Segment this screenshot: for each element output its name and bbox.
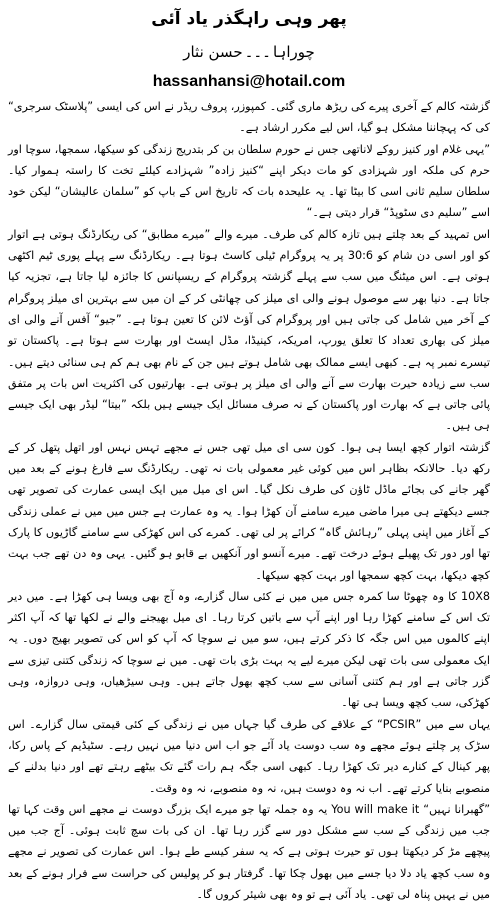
article-paragraph: یہاں سے میں ”PCSIR“ کے علاقے کی طرف گیا جہاں میں نے زندگی کے کئی قیمتی سال گزارے۔ اس سڑک پر چلتے ہوئے مجھے وہ سب دوست یاد آئے جو اب اس دنیا میں نہیں رہے۔ سٹیڈیم کے پاس رکا، پھر کینال کے کنارے دیر تک کھڑا رہا۔ کبھی اسی جگہ ہم رات گئے تک بیٹھے رہتے تھے اور دنیا بدلنے کے منصوبے بنایا کرتے تھے۔ اب نہ وہ دوست ہیں، نہ وہ منصوبے، نہ وہ وقت۔ (8, 717, 490, 795)
column-name: چوراہا (272, 43, 315, 61)
article-body (8, 96, 491, 901)
author-email: hassanhansi@hotail.com (152, 73, 346, 90)
byline (8, 42, 490, 62)
article-paragraph: گزشتہ اتوار کچھ ایسا ہی ہوا۔ کون سی ای میل تھی جس نے مجھے تہس نہس اور اتھل پتھل کر کے رکھ دیا۔ حالانکہ بظاہر اس میں کوئی غیر معمولی بات نہ تھی۔ ریکارڈنگ سے فارغ ہونے کے بعد میں گھر جانے کی بجائے ماڈل ٹاؤن کی طرف نکل گیا۔ اس ای میل میں ایک ایسی عمارت کی تصویر تھی جسے دیکھتے ہی میرا ماضی میرے سامنے آن کھڑا ہوا۔ یہ وہ عمارت ہے جس میں میں نے عملی زندگی کے آغاز میں اپنی پہلی ”رہائش گاہ“ کرائے پر لی تھی۔ کمرے کی اس کھڑکی سے سامنے گاڑیوں کا پارک تھا اور دور تک پھیلے ہوئے درخت تھے۔ میرے آنسو اور آنکھیں بے قابو ہو گئیں۔ یہی وہ دن تھے جب بہت کچھ دیکھا، بہت کچھ سمجھا اور بہت کچھ سیکھا۔ (8, 440, 490, 582)
article-paragraph: ”یہی غلام اور کنیز روکے لاناتھی جس نے حورم سلطان بن کر بتدریج زندگی کو سیکھا، سمجھا، سوچا اور حرم کی ملکہ اور شہزادی کو مات دیکر اپنے “کنیز زادہ” شہزادے کیلئے تخت کا راستہ ہموار کیا۔ سلطان سلیم ثانی اسی کا بیٹا تھا۔ یہ علیحدہ بات کہ تاریخ اس کے باپ کو ”سلمان عالیشان“ لیکن خود اسے ”سلیم دی سٹوپڈ“ قرار دیتی ہے۔“ (8, 142, 490, 220)
byline-separator: ۔۔۔ (244, 43, 271, 61)
author-name: حسن نثار (183, 43, 243, 61)
article-paragraph: ”گھبرانا نہیں“ You will make it یہ وہ جملہ تھا جو میرے ایک بزرگ دوست نے مجھے اس وقت کہا تھا جب میں زندگی کے سب سے مشکل دور سے گزر رہا تھا۔ ان کی بات سچ ثابت ہوئی۔ آج جب میں پیچھے مڑ کر دیکھتا ہوں تو حیرت ہوتی ہے کہ یہ سفر کیسے طے ہوا۔ اس عمارت کی تصویر نے مجھے وہ سب کچھ یاد دلا دیا جسے میں بھول چکا تھا۔ گرفتار ہو کر پولیس کی حراست سے فرار ہونے کے بعد میں نے یہیں پناہ لی تھی۔ یاد آئی ہے تو وہ بھی شیئر کروں گا۔ (8, 802, 491, 901)
article-paragraph: اس تمہید کے بعد چلتے ہیں تازہ کالم کی طرف۔ میرے والے ”میرے مطابق“ کی ریکارڈنگ ہوتی ہے اتوار کو اور اسی دن شام کو 30:6 پر یہ پروگرام ٹیلی کاسٹ ہوتا ہے۔ ریکارڈنگ سے پہلے پوری ٹیم اکٹھی ہوتی ہے۔ اس میٹنگ میں سب سے پہلے گزشتہ پروگرام کے ریسپانس کا جائزہ لیا جاتا ہے، تجزیہ کیا جاتا ہے۔ دنیا بھر سے موصول ہونے والی ای میلز کی چھانٹی کر کے ان میں سے بہترین ای میلز پروگرام کے آخر میں شامل کی جاتی ہیں اور پروگرام کی آؤٹ لائن کا تعین ہوتا ہے۔ ”جیو“ آفس آنے والی ای میلز کی بھاری تعداد کا تعلق یورپ، امریکہ، کینیڈا، مڈل ایسٹ اور بھارت سے ہوتا ہے۔ پاکستان تو تیسرے نمبر پہ ہے۔ کبھی ایسے ممالک بھی شامل ہوتے ہیں جن کے نام بھی ہم کم ہی سنائی دیتے ہیں۔ سب سے زیادہ حیرت بھارت سے آنے والی ای میلز پر ہوتی ہے۔ بھارتیوں کی اکثریت اس بات پر متفق پائی جاتی ہے کہ بھارت اور پاکستان کے نہ صرف مسائل ایک جیسے ہیں بلکہ ”بیتا“ لیڈر بھی ایک جیسے ہی ہیں۔ (8, 227, 490, 433)
article-title: پھر وہی راہگذر یاد آئی (151, 9, 347, 29)
article-paragraph: گزشتہ کالم کے آخری پیرے کی ریڑھ ماری گئی۔ کمپوزر، پروف ریڈر نے اس کی ایسی ”پلاسٹک سرجری“ کی کہ پہچاننا مشکل ہو گیا، اس لیے مکرر ارشاد ہے۔ (8, 100, 490, 135)
article-paragraph: 10X8 کا وہ چھوٹا سا کمرہ جس میں میں نے کئی سال گزارے، وہ آج بھی ویسا ہی کھڑا ہے۔ میں دیر تک اس کے سامنے کھڑا رہا اور اپنے آپ سے باتیں کرتا رہا۔ ای میل بھیجنے والے نے لکھا تھا کہ آپ اکثر اپنے کالموں میں اس جگہ کا ذکر کرتے ہیں، سو میں نے سوچا کہ آپ کو اس کی تصویر بھیج دوں۔ یہ ایک معمولی سی بات تھی لیکن میرے لیے یہ بہت بڑی بات تھی۔ میں نے سوچا کہ زندگی کتنی تیزی سے گزر جاتی ہے اور ہم کتنی آسانی سے سب کچھ بھول جاتے ہیں۔ وہی سیڑھیاں، وہی دروازہ، وہی کھڑکی، سب کچھ ویسا ہی تھا۔ (8, 589, 490, 710)
